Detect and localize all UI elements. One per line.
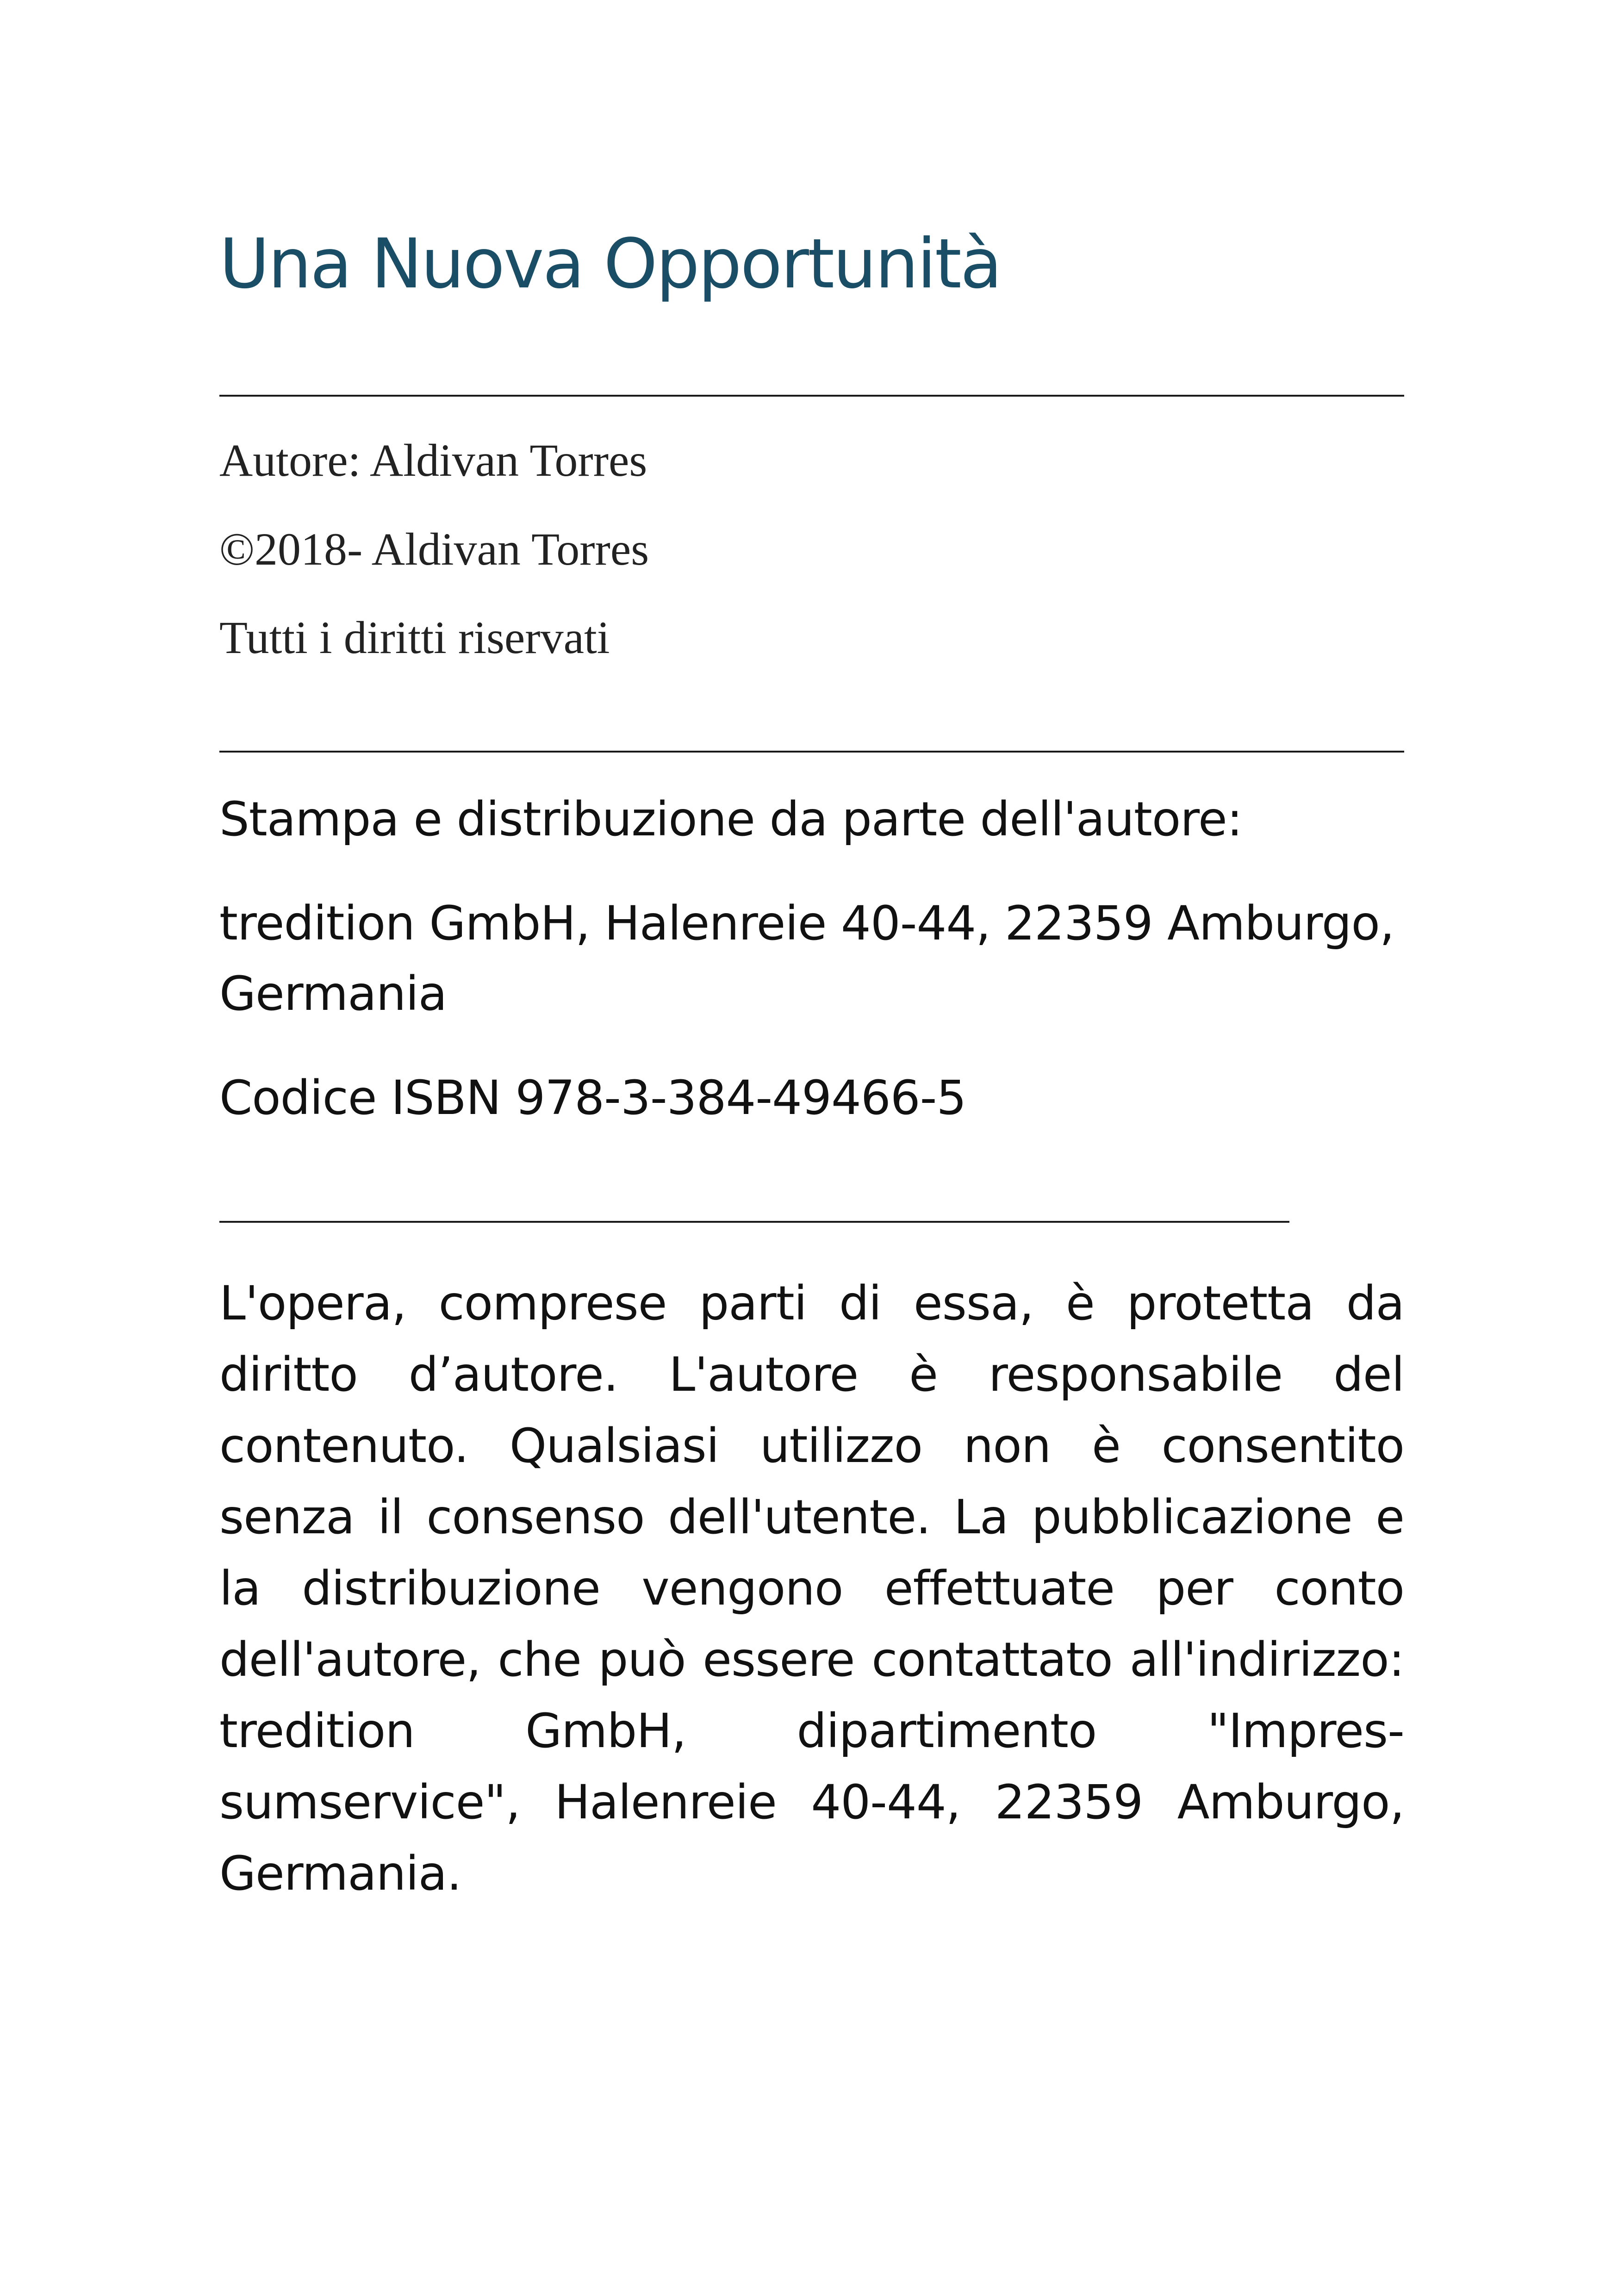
author-line: Autore: Aldivan Torres [219,435,647,486]
top-divider [219,395,1404,397]
legal-notice-paragraph: L'opera, comprese parti di essa, è protetta da diritto d’autore. L'autore è responsabile del contenuto. Qualsiasi utilizzo non è consentito senza il consenso dell'utente. La pubblicazione e la distribuzione vengono effettuate per conto dell'autore, che può essere contattato all'indirizzo: tredition GmbH, dipartimento "Impres-sumservice", Halenreie 40-44, 22359 Amburgo, Germania. [219,1276,1404,1901]
isbn-code: Codice ISBN 978-3-384-49466-5 [219,1070,966,1126]
publisher-address: tredition GmbH, Halenreie 40-44, 22359 Amburgo, Germania [219,896,1394,1021]
middle-divider [219,751,1404,753]
book-title: Una Nuova Opportunità [219,224,1001,304]
printing-distribution-label: Stampa e distribuzione da parte dell'autore: [219,792,1243,847]
lower-divider [219,1221,1289,1223]
rights-reserved-line: Tutti i diritti riservati [219,612,610,663]
copyright-line: ©2018- Aldivan Torres [219,523,649,575]
